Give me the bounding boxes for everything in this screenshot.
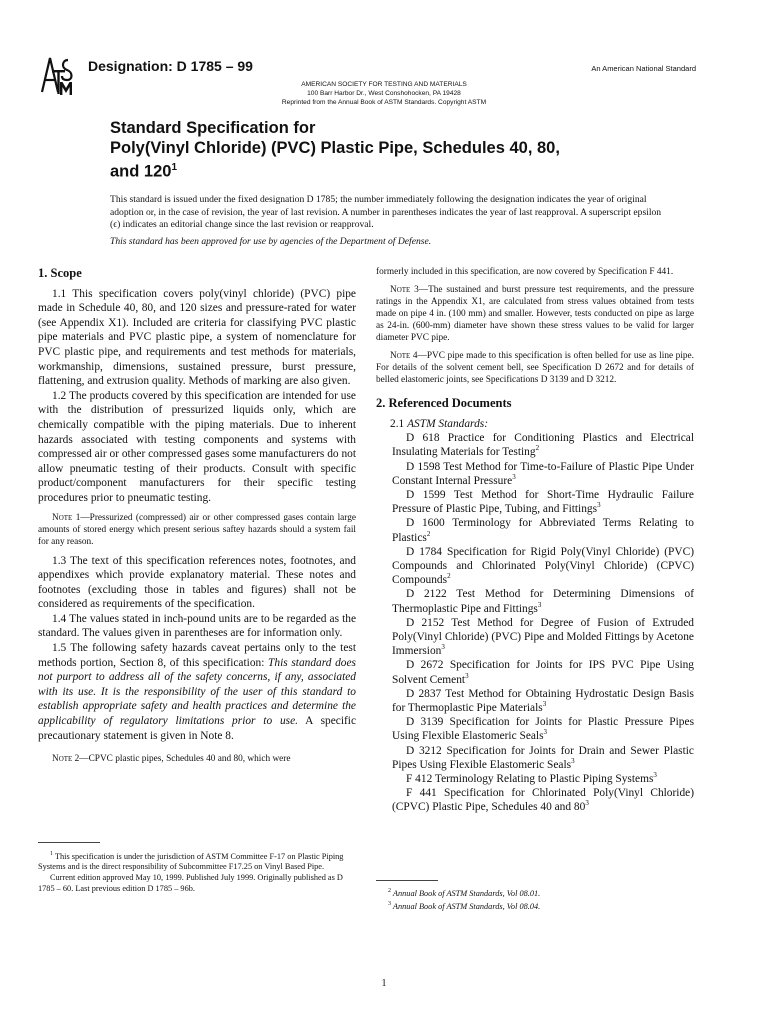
safety-caveat: This standard does not purport to address all of the safety concerns, if any, associated with its use. It is the responsibility of the user of this standard to establish appropriate safety and health practices and determine the applicability of regulatory limitations prior to use. — [38, 656, 356, 728]
paragraph-1-3: 1.3 The text of this specification references notes, footnotes, and appendixes which provide explanatory material. These notes and footnotes (excluding those in tables and figures) shall not be considered as requirements of the specification. — [38, 554, 356, 611]
note-1 — [38, 512, 356, 548]
document-title — [110, 118, 670, 182]
note-4-label: Note — [390, 351, 411, 361]
note-1-label: Note — [52, 512, 73, 523]
footnotes-left — [38, 842, 356, 894]
issuance-text: This standard is issued under the fixed designation D 1785; the number immediately following the designation indicates the year of original adoption or, in the case of revision, the year of last revision. A number in parentheses indicates the year of last reapproval. A superscript epsilon (ϵ) indicates an editorial change since the last revision or reapproval. — [110, 194, 662, 230]
footnote-1-edition: Current edition approved May 10, 1999. Published July 1999. Originally published as D 1785 – 60. Last previous edition D 1785 – 96b. — [38, 872, 343, 893]
referenced-document-text: D 1784 Specification for Rigid Poly(Vinyl Chloride) (PVC) Compounds and Chlorinated Poly(Vinyl Chloride) (CPVC) Compounds — [392, 545, 694, 587]
title-line-1: Standard Specification for — [110, 119, 316, 137]
note-3-text: 3—The sustained and burst pressure test requirements, and the pressure ratings in the Appendix X1, are calculated from stress values obtained from tests made on pipe 4 in. (100 mm) and smaller. However, tests conducted on pipe as large as 24-in. (600-mm) diameter have shown these stress values to be valid for larger diameter PVC pipe. — [376, 285, 694, 343]
referenced-document-footnote-mark: 3 — [543, 728, 548, 737]
american-national-standard-label: An American National Standard — [591, 64, 696, 73]
footnote-3 — [376, 899, 694, 912]
referenced-document-text: D 2837 Test Method for Obtaining Hydrostatic Design Basis for Thermoplastic Pipe Materials — [392, 687, 694, 715]
referenced-document-text: D 1599 Test Method for Short-Time Hydraulic Failure Pressure of Plastic Pipe, Tubing, and Fittings — [392, 489, 694, 516]
footnote-1 — [38, 849, 356, 873]
referenced-document-footnote-mark: 3 — [441, 643, 445, 652]
referenced-document-text: D 2672 Specification for Joints for IPS PVC Pipe Using Solvent Cement — [392, 659, 694, 686]
referenced-document-item — [376, 488, 694, 516]
referenced-document-item — [376, 431, 694, 459]
referenced-document-item — [376, 772, 694, 786]
note-2-text: 2—CPVC plastic pipes, Schedules 40 and 80, which were — [72, 754, 291, 765]
paragraph-1-5 — [38, 641, 356, 743]
section-heading-scope: 1. Scope — [38, 266, 82, 280]
referenced-document-item — [376, 545, 694, 588]
subsection-2-1 — [376, 417, 694, 432]
subsection-2-1-label: ASTM Standards: — [407, 417, 488, 430]
society-street: 100 Barr Harbor Dr., West Conshohocken, PA 19428 — [307, 90, 461, 97]
title-line-3 — [110, 158, 670, 182]
note-3-label: Note — [390, 285, 411, 295]
page-number: 1 — [381, 978, 387, 989]
referenced-documents-list — [376, 431, 694, 814]
note-4 — [376, 350, 694, 386]
referenced-document-footnote-mark: 3 — [512, 473, 516, 481]
referenced-document-footnote-mark: 3 — [537, 600, 542, 609]
note-2-continued: formerly included in this specification, are now covered by Specification F 441. — [376, 267, 674, 277]
footnote-3-mark: 3 — [388, 901, 391, 908]
footnotes-right — [376, 880, 694, 913]
referenced-document-footnote-mark: 2 — [426, 529, 431, 538]
footnote-2-mark: 2 — [388, 888, 391, 894]
issuance-statement — [110, 194, 665, 248]
note-1-text: 1—Pressurized (compressed) air or other compressed gases contain large amounts of stored energy which present serious saftey hazards should a system fail for any reason. — [38, 512, 356, 547]
reprint-notice: Reprinted from the Annual Book of ASTM Standards. Copyright ASTM — [281, 99, 487, 106]
note-3 — [376, 284, 694, 344]
paragraph-1-4: 1.4 The values stated in inch-pound units are to be regarded as the standard. The values given in parentheses are for information only. — [38, 612, 356, 640]
title-line-3-text: and 120 — [110, 162, 172, 181]
referenced-document-item — [376, 516, 694, 544]
note-2 — [38, 753, 356, 765]
footnote-1-mark: 1 — [50, 851, 53, 857]
footnote-2-text: Annual Book of ASTM Standards, Vol 08.01. — [391, 888, 541, 898]
section-heading-referenced-documents: 2. Referenced Documents — [376, 396, 512, 410]
referenced-document-text: D 3212 Specification for Joints for Drain and Sewer Plastic Pipes Using Flexible Elastomeric Seals — [392, 744, 694, 771]
title-line-2: Poly(Vinyl Chloride) (PVC) Plastic Pipe, Schedules 40, 80, — [110, 139, 560, 157]
referenced-document-text: D 3139 Specification for Joints for Plastic Pressure Pipes Using Flexible Elastomeric Seals — [392, 716, 694, 743]
referenced-document-item — [376, 687, 694, 715]
referenced-document-footnote-mark: 3 — [465, 671, 469, 680]
referenced-document-item — [376, 460, 694, 488]
note-2-label: Note — [52, 754, 73, 765]
society-name: AMERICAN SOCIETY FOR TESTING AND MATERIALS — [301, 81, 467, 88]
referenced-document-footnote-mark: 2 — [535, 444, 540, 453]
footnote-rule — [376, 880, 438, 881]
paragraph-1-2: 1.2 The products covered by this specification are intended for use with the distribution of pressurized liquids only, which are chemically compatible with the piping materials. Due to inherent hazards associated with testing components and systems with compressed air or other compressed gases some manufacturers do not allow pneumatic testing of their products. Consult with specific product/component manufacturers for their specific testing procedures prior to pneumatic testing. — [38, 389, 356, 504]
paragraph-1-5-start: 1.5 The following safety hazards caveat pertains only to the test methods portion, Section 8, of this specification: — [38, 642, 356, 669]
referenced-document-item — [376, 616, 694, 659]
referenced-document-text: D 2122 Test Method for Determining Dimensions of Thermoplastic Pipe and Fittings — [392, 588, 694, 615]
footnote-3-text: Annual Book of ASTM Standards, Vol 08.04. — [391, 902, 541, 912]
referenced-document-text: D 2152 Test Method for Degree of Fusion of Extruded Poly(Vinyl Chloride) (PVC) Pipe and Molded Fittings by Acetone Immersion — [392, 616, 694, 658]
referenced-document-item — [376, 715, 694, 743]
paragraph-1-1: 1.1 This specification covers poly(vinyl chloride) (PVC) pipe made in Schedule 40, 80, and 120 sizes and pressure-rated for water (see Appendix X1). Included are criteria for classifying PVC plastic pipe materials and PVC plastic pipe, a system of nomenclature for PVC plastic pipe, and requirements and test methods for materials, workmanship, dimensions, sustained pressure, burst pressure, flattening, and extrusion quality. Methods of marking are also given. — [38, 287, 356, 388]
referenced-document-footnote-mark: 2 — [447, 572, 451, 581]
referenced-document-text: D 1598 Test Method for Time-to-Failure of Plastic Pipe Under Constant Internal Pressure — [392, 460, 694, 487]
referenced-document-item — [376, 786, 694, 814]
designation: Designation: D 1785 – 99 — [88, 58, 253, 74]
footnote-rule — [38, 842, 100, 843]
referenced-document-item — [376, 744, 694, 772]
defense-approval: This standard has been approved for use by agencies of the Department of Defense. — [110, 235, 432, 247]
referenced-document-text: F 441 Specification for Chlorinated Poly(Vinyl Chloride) (CPVC) Plastic Pipe, Schedules 40 and 80 — [392, 787, 694, 814]
title-footnote-mark: 1 — [171, 162, 178, 173]
referenced-document-footnote-mark: 3 — [585, 799, 589, 808]
subsection-2-1-number: 2.1 — [390, 417, 408, 430]
referenced-document-item — [376, 587, 694, 615]
referenced-document-footnote-mark: 3 — [571, 757, 575, 766]
footnote-1-text: This specification is under the jurisdiction of ASTM Committee F-17 on Plastic Piping Systems and is the direct responsibility of Subcommittee F17.25 on Vinyl Based Pipe. — [38, 851, 344, 872]
referenced-document-footnote-mark: 3 — [597, 501, 601, 510]
left-column — [38, 264, 356, 771]
footnote-2 — [376, 886, 694, 899]
referenced-document-footnote-mark: 3 — [542, 700, 547, 709]
paragraph-1-5-end: A specific precautionary statement is given in Note 8. — [38, 715, 356, 742]
right-column — [376, 264, 694, 815]
referenced-document-text: D 618 Practice for Conditioning Plastics and Electrical Insulating Materials for Testing — [392, 432, 694, 459]
referenced-document-item — [376, 658, 694, 686]
society-address — [0, 80, 768, 107]
referenced-document-text: F 412 Terminology Relating to Plastic Piping Systems — [406, 773, 654, 786]
referenced-document-text: D 1600 Terminology for Abbreviated Terms Relating to Plastics — [392, 517, 694, 544]
referenced-document-footnote-mark: 3 — [653, 771, 657, 780]
note-4-text: 4—PVC pipe made to this specification is often belled for use as line pipe. For details of the solvent cement bell, see Specification D 2672 and for details of belled elastomeric joints, see Specifications D 3139 and D 3212. — [376, 351, 694, 385]
